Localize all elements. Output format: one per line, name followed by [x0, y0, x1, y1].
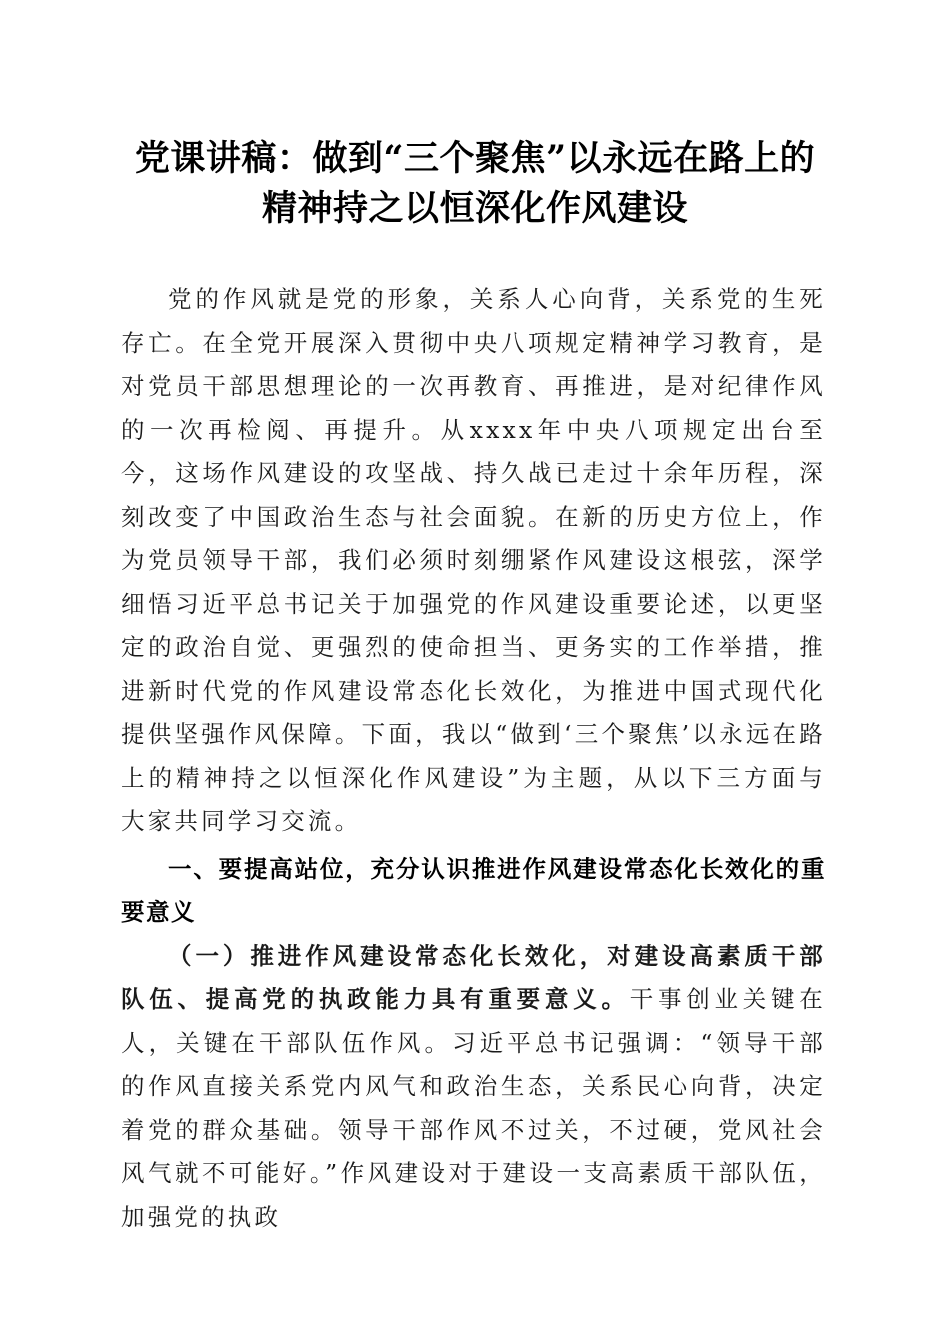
- section-heading-1: 一、要提高站位，充分认识推进作风建设常态化长效化的重要意义: [121, 854, 826, 926]
- subsection-paragraph-1: [121, 935, 826, 1240]
- subsection-text-1: 干事创业关键在人，关键在干部队伍作风。习近平总书记强调：“领导干部的作风直接关系党内风气和政治生态，关系民心向背，决定着党的群众基础。领导干部作风不过关，不过硬，党风社会风气就不可能好。”作风建设对于建设一支高素质干部队伍，加强党的执政: [121, 985, 826, 1231]
- title-line-1: 党课讲稿：做到“三个聚焦”以永远在路上的: [134, 138, 816, 179]
- subsection-lead-1: （一）推进作风建设常态化长效化，对建设高素质干部队伍、提高党的执政能力具有重要意义。: [121, 941, 826, 1013]
- document-body: [121, 278, 826, 1239]
- title-line-2: 精神持之以恒深化作风建设: [261, 188, 688, 229]
- intro-paragraph: 党的作风就是党的形象，关系人心向背，关系党的生死存亡。在全党开展深入贯彻中央八项规定精神学习教育，是对党员干部思想理论的一次再教育、再推进，是对纪律作风的一次再检阅、再提升。从xxxx年中央八项规定出台至今，这场作风建设的攻坚战、持久战已走过十余年历程，深刻改变了中国政治生态与社会面貌。在新的历史方位上，作为党员领导干部，我们必须时刻绷紧作风建设这根弦，深学细悟习近平总书记关于加强党的作风建设重要论述，以更坚定的政治自觉、更强烈的使命担当、更务实的工作举措，推进新时代党的作风建设常态化长效化，为推进中国式现代化提供坚强作风保障。下面，我以“做到‘三个聚焦’以永远在路上的精神持之以恒深化作风建设”为主题，从以下三方面与大家共同学习交流。: [121, 285, 826, 835]
- document-title: [100, 134, 850, 234]
